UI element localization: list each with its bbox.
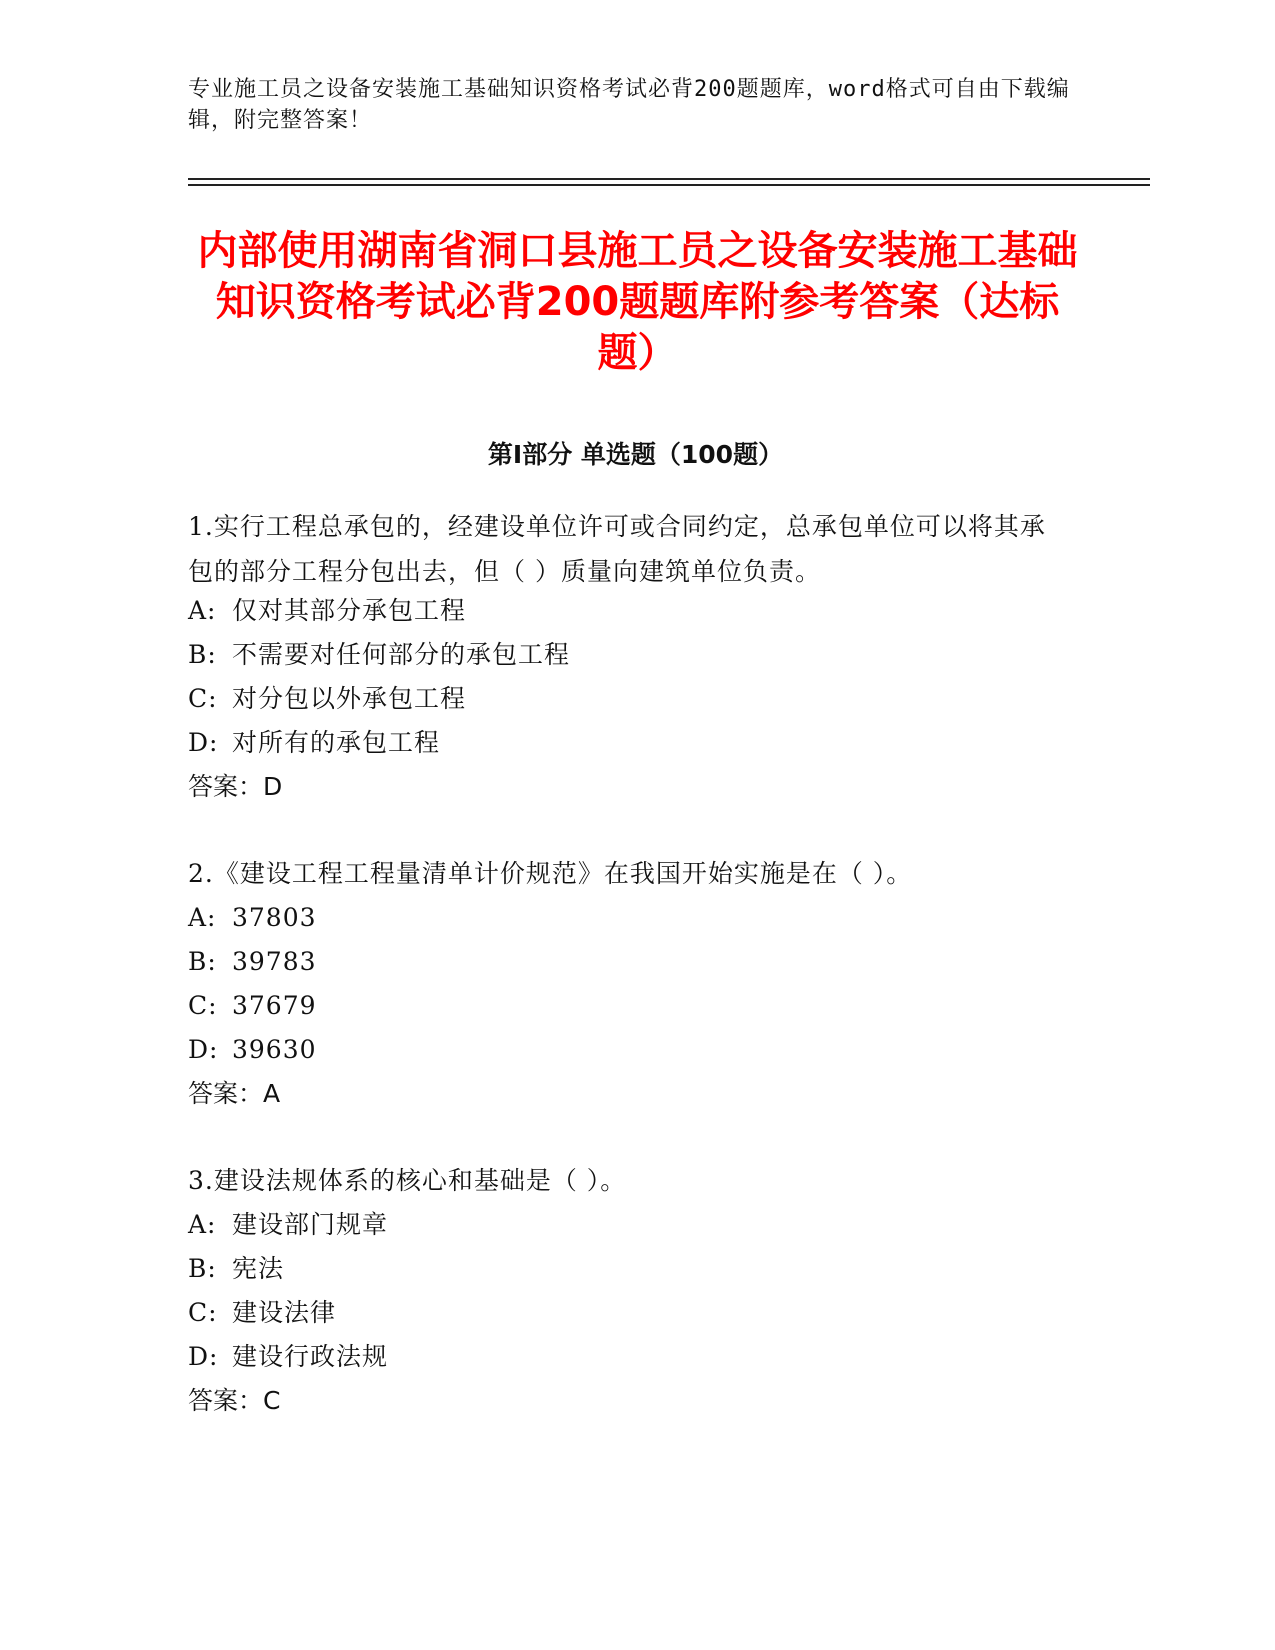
option-label: B: [188,640,217,669]
question-1-option-d [188,726,1068,760]
option-label: A: [188,903,217,932]
question-3-option-b [188,1252,1068,1286]
question-2-stem: 2.《建设工程工程量清单计价规范》在我国开始实施是在（ ）。 [188,859,913,888]
question-3-answer: 答案：C [188,1386,281,1415]
question-1-option-c [188,682,1068,716]
header-rule-bottom [188,184,1150,186]
header-note: 专业施工员之设备安装施工基础知识资格考试必背200题题库，word格式可自由下载编辑，附完整答案！ [188,77,1070,133]
question-2-answer: 答案：A [188,1079,281,1108]
option-text: 对所有的承包工程 [232,728,441,757]
option-label: C: [188,991,218,1020]
option-text: 建设部门规章 [232,1210,389,1239]
option-text: 39783 [232,947,317,976]
option-label: A: [188,596,217,625]
option-text: 对分包以外承包工程 [232,684,467,713]
question-3-stem: 3.建设法规体系的核心和基础是（ ）。 [188,1166,627,1195]
option-text: 宪法 [232,1254,285,1283]
question-3-option-c [188,1296,1068,1330]
option-label: D: [188,728,219,757]
option-label: B: [188,947,217,976]
question-2-option-b [188,945,1068,979]
question-1-option-a [188,594,1068,628]
section-title: 第Ⅰ部分 单选题（100题） [487,440,784,469]
option-text: 建设法律 [232,1298,337,1327]
question-1-answer: 答案：D [188,772,283,801]
question-3-option-d [188,1340,1068,1374]
option-label: D: [188,1342,219,1371]
option-label: A: [188,1210,217,1239]
option-label: B: [188,1254,217,1283]
question-2-option-d [188,1033,1068,1067]
question-1-option-b [188,638,1068,672]
option-label: C: [188,684,218,713]
question-3-option-a [188,1208,1068,1242]
header-rule-top [188,178,1150,180]
option-text: 39630 [232,1035,317,1064]
document-title: 内部使用湖南省洞口县施工员之设备安装施工基础知识资格考试必背200题题库附参考答案（达标题） [197,228,1078,376]
option-text: 37803 [232,903,317,932]
option-label: C: [188,1298,218,1327]
question-2-option-c [188,989,1068,1023]
option-text: 建设行政法规 [232,1342,389,1371]
option-text: 37679 [232,991,317,1020]
question-2-option-a [188,901,1068,935]
option-text: 不需要对任何部分的承包工程 [232,640,571,669]
option-text: 仅对其部分承包工程 [232,596,467,625]
question-1-stem: 1.实行工程总承包的，经建设单位许可或合同约定，总承包单位可以将其承包的部分工程分包出去，但（ ）质量向建筑单位负责。 [188,512,1046,586]
option-label: D: [188,1035,219,1064]
